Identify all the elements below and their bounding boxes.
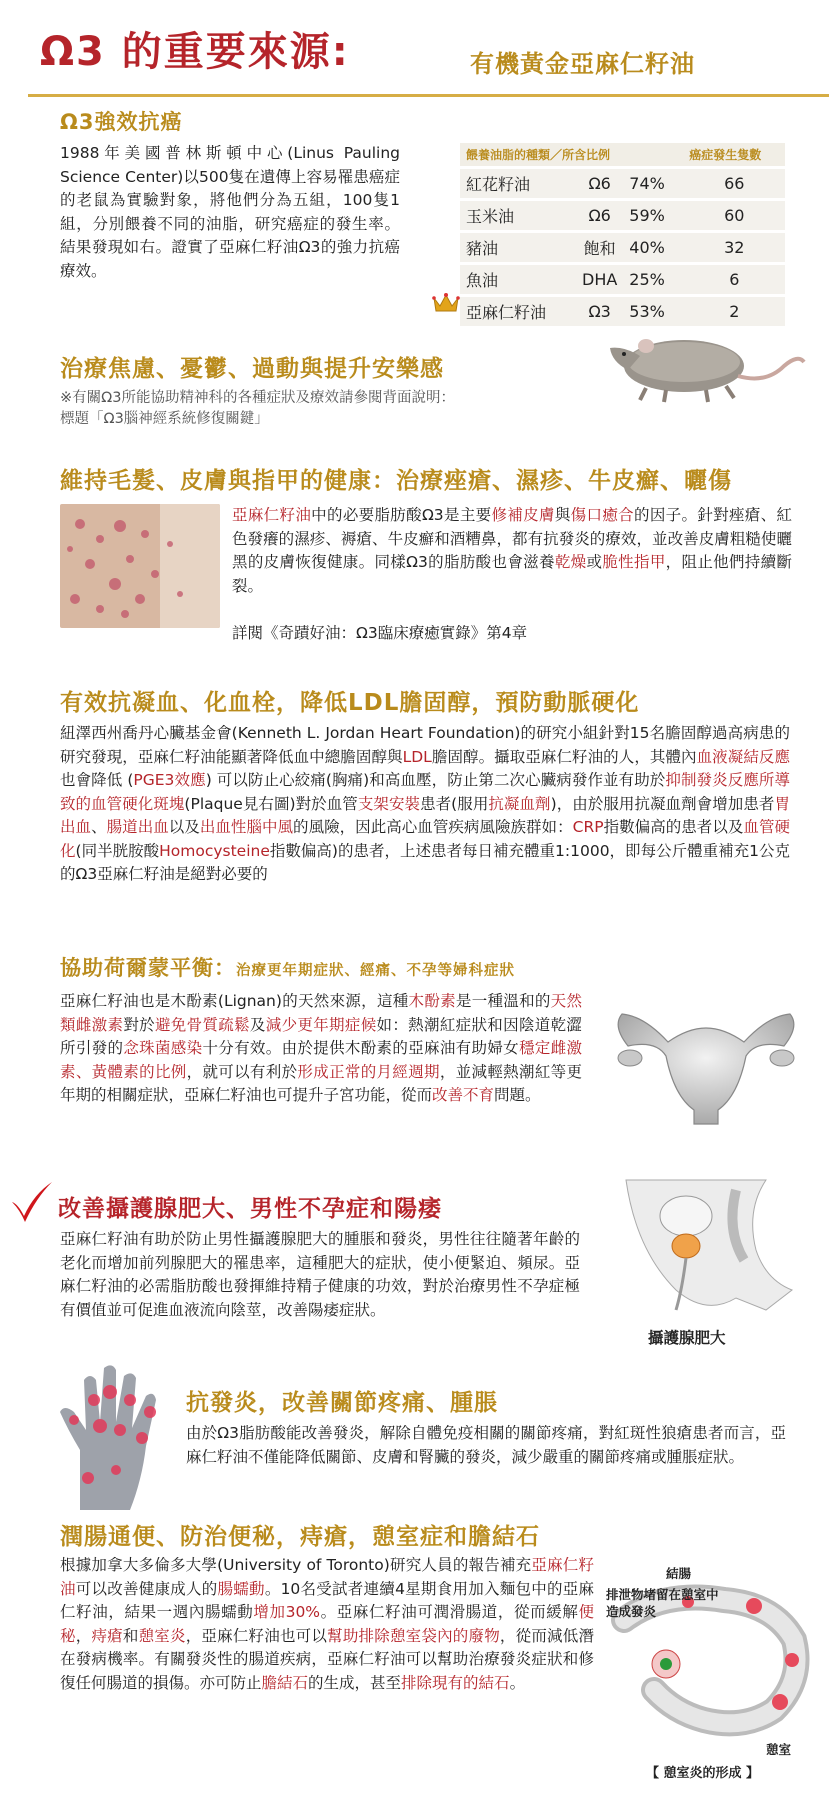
text-span: ，就可以有利於: [186, 1062, 298, 1081]
table-cell-count: 2: [683, 297, 785, 326]
highlight-candida: 念珠菌感染: [123, 1039, 203, 1057]
sec2-heading: 治療焦慮、憂鬱、過動與提升安樂感: [60, 356, 444, 382]
text-span: 患者(服用: [420, 794, 489, 813]
highlight-lignan: 木酚素: [408, 992, 456, 1010]
table-cell-pct: 74%: [623, 169, 683, 198]
text-span: (Plaque見右圖)對於血管: [184, 794, 358, 813]
sec3-reference: 詳閱《奇蹟好油：Ω3臨床療癒實錄》第4章: [232, 624, 528, 642]
table-row: [460, 201, 785, 230]
highlight-brittle-nails: 脆性指甲: [602, 553, 666, 571]
sec3-heading: 維持毛髮、皮膚與指甲的健康：治療痤瘡、濕疹、牛皮癬、曬傷: [60, 468, 732, 494]
table-cell-oil: 紅花籽油: [460, 169, 576, 198]
sec5-body: [60, 990, 582, 1108]
highlight-anticoagulant: 抗凝血劑: [488, 794, 551, 813]
text-span: 及: [249, 1015, 266, 1034]
text-span: 根據加拿大多倫多大學(University of Toronto)研究人員的報告補充: [60, 1556, 532, 1574]
highlight-flaxseed-oil: 亞麻仁籽油: [232, 506, 312, 524]
text-span: 十分有效。由於提供木酚素的亞麻油有助婦女: [202, 1039, 519, 1057]
text-span: 與: [554, 506, 571, 524]
highlight-dry: 乾燥: [554, 553, 587, 571]
highlight-ldl: LDL: [402, 747, 432, 766]
highlight-waste-removal: 幫助排除憩室袋內的廢物: [327, 1626, 500, 1645]
text-span: 也會降低 (: [60, 771, 134, 789]
highlight-arteriosclerosis: 血管硬化: [60, 818, 790, 860]
text-span: 。10名受試者連續4星期食用加入麵包中的亞麻仁籽油，結果一週內腸蠕動: [60, 1579, 594, 1621]
prostate-caption: 攝護腺肥大: [648, 1329, 726, 1347]
colon-label: 結腸: [666, 1566, 692, 1581]
highlight-intestinal-bleeding: 腸道出血: [106, 818, 169, 836]
text-span: ) 可以防止心絞痛(胸痛)和高血壓，防止第二次心臟病發作並有助於: [205, 771, 666, 789]
highlight-gallstones: 膽結石: [261, 1673, 309, 1692]
table-cell-type: 飽和: [576, 233, 623, 262]
sec6-heading: 改善攝護腺肥大、男性不孕症和陽痿: [58, 1196, 442, 1222]
text-span: 指數偏高)的患者，上述患者每日補充體重1:1000，即每公斤體重補充1公克的Ω3亞麻仁籽油是絕對必要的: [60, 841, 790, 883]
highlight-skin-repair: 修補皮膚: [491, 506, 555, 524]
sec5-heading-small: 治療更年期症狀、經痛、不孕等婦科症狀: [236, 963, 515, 979]
text-span: 的生成，甚至: [308, 1673, 402, 1692]
diverticulum-waste-label: 排泄物堵留在憩室中造成發炎: [606, 1587, 719, 1619]
table-cell-oil: 魚油: [460, 265, 576, 294]
table-cell-type: Ω6: [576, 169, 623, 198]
text-span: 是一種溫和的: [455, 992, 551, 1010]
skin-rash-photo: [60, 504, 220, 628]
text-span: 亞麻仁籽油也是木酚素(Lignan)的天然來源，這種: [60, 992, 409, 1010]
arthritis-hand-illustration: [50, 1360, 180, 1520]
highlight-stomach-bleeding: 胃出血: [60, 794, 790, 836]
highlight-blood-clotting: 血液凝結反應: [696, 747, 790, 766]
table-header-oil: 餵養油脂的種類／所含比例: [460, 143, 683, 166]
sec5-heading-main: 協助荷爾蒙平衡：: [60, 956, 236, 980]
table-cell-pct: 40%: [623, 233, 683, 262]
highlight-stroke: 出血性腦中風: [199, 818, 294, 836]
diverticulum-label: 憩室: [766, 1742, 792, 1757]
table-header-count: 癌症發生隻數: [683, 143, 785, 166]
highlight-remove-stones: 排除現有的結石: [401, 1673, 510, 1692]
sec2-note2: 標題「Ω3腦神經系統修復關鍵」: [60, 411, 269, 427]
text-span: 指數偏高的患者以及: [603, 818, 744, 836]
highlight-stent: 支架安裝: [357, 794, 421, 813]
highlight-hemorrhoids: 痔瘡: [91, 1626, 123, 1645]
highlight-diverticulitis: 憩室炎: [138, 1626, 186, 1645]
highlight-osteoporosis: 避免骨質疏鬆: [154, 1015, 250, 1034]
table-row: [460, 265, 785, 294]
cancer-table: [460, 140, 785, 329]
page-title: Ω3 的重要來源:: [40, 29, 350, 75]
text-span: ，從而減低潛在發病機率。有關發炎性的腸道疾病，亞麻仁籽油可以幫助治療發炎症狀和修復任何腸道的損傷。亦可防止: [60, 1626, 594, 1692]
table-cell-pct: 59%: [623, 201, 683, 230]
highlight-phytoestrogen: 天然類雌激素: [60, 992, 582, 1034]
table-cell-pct: 25%: [623, 265, 683, 294]
text-span: 、: [91, 818, 107, 836]
table-cell-oil: 亞麻仁籽油: [460, 297, 576, 326]
text-span: 以及: [168, 818, 200, 836]
highlight-hormone-ratio: 穩定雌激素、黃體素的比例: [60, 1039, 582, 1081]
sec4-heading: 有效抗凝血、化血栓，降低LDL膽固醇，預防動脈硬化: [60, 690, 640, 716]
text-span: 紐澤西州喬丹心臟基金會(Kenneth L. Jordan Heart Foundation)的研究小組針對15名膽固醇過高病患的研究發現，亞麻仁籽油能顯著降低血中總膽固醇與: [60, 724, 790, 766]
uterus-illustration: [608, 1006, 804, 1126]
table-cell-pct: 53%: [623, 297, 683, 326]
text-span: ，阻止他們持續斷裂。: [232, 553, 792, 595]
sec1-body: 1988年美國普林斯頓中心(Linus Pauling Science Center)以500隻在遺傳上容易罹患癌症的老鼠為實驗對象，將他們分為五組，100隻1組，分別餵養不同的油脂，研究癌症的發生率。結果發現如右。證實了亞麻仁籽油Ω3的強力抗癌療效。: [60, 144, 400, 280]
highlight-increase: 增加30%: [253, 1603, 321, 1621]
sec4-body: [60, 722, 790, 887]
text-span: 如：熱潮紅症狀和因陰道乾澀所引發的: [60, 1015, 582, 1057]
text-span: )，由於服用抗凝血劑會增加患者: [550, 794, 775, 813]
highlight-crp: CRP: [572, 818, 604, 836]
table-row: [460, 233, 785, 262]
text-span: 和: [122, 1626, 139, 1645]
prostate-illustration: [616, 1170, 802, 1318]
table-cell-oil: 豬油: [460, 233, 576, 262]
text-span: 中的必要脂肪酸Ω3是主要: [311, 506, 492, 524]
text-span: ，: [75, 1626, 92, 1645]
highlight-constipation: 便秘: [60, 1603, 594, 1645]
highlight-peristalsis: 腸蠕動: [217, 1579, 265, 1598]
title-divider: [28, 94, 829, 97]
sec7-heading: 抗發炎，改善關節疼痛、腫脹: [186, 1390, 498, 1416]
rat-icon: [606, 318, 806, 408]
sec8-heading: 潤腸通便、防治便秘，痔瘡，憩室症和膽結石: [60, 1524, 540, 1550]
highlight-infertility: 改善不育: [432, 1086, 495, 1104]
sec5-heading: [60, 952, 515, 982]
sec2-note1: ※有關Ω3所能協助精神科的各種症狀及療效請參閱背面說明：: [60, 390, 455, 406]
highlight-pge3: PGE3效應: [133, 771, 206, 789]
text-span: 的風險，因此高心血管疾病風險族群如：: [293, 818, 573, 836]
table-cell-count: 66: [683, 169, 785, 198]
text-span: 的因子。針對痤瘡、紅色發癢的濕疹、褥瘡、牛皮癬和酒糟鼻，都有抗發炎的療效，並改善皮膚粗糙使曬黑的皮膚恢復健康。同樣Ω3的脂肪酸也會滋養: [232, 506, 792, 571]
table-cell-count: 32: [683, 233, 785, 262]
crown-icon: [432, 292, 460, 314]
table-row: [460, 169, 785, 198]
text-span: 。: [509, 1673, 526, 1692]
table-cell-count: 60: [683, 201, 785, 230]
highlight-menopause: 減少更年期症候: [265, 1015, 377, 1034]
checkmark-icon: [8, 1180, 54, 1224]
text-span: 。亞麻仁籽油可潤滑腸道，從而緩解: [320, 1603, 579, 1621]
text-span: 可以改善健康成人的: [75, 1579, 218, 1598]
page-subtitle: 有機黃金亞麻仁籽油: [470, 50, 695, 78]
text-span: 問題。: [494, 1086, 541, 1104]
table-cell-count: 6: [683, 265, 785, 294]
sec7-body: 由於Ω3脂肪酸能改善發炎，解除自體免疫相關的關節疼痛，對紅斑性狼瘡患者而言，亞麻仁籽油不僅能降低關節、皮膚和腎臟的發炎，減少嚴重的關節疼痛或腫脹症狀。: [186, 1424, 786, 1466]
highlight-homocysteine: Homocysteine: [159, 841, 270, 860]
diverticulitis-caption: 【 憩室炎的形成 】: [646, 1766, 760, 1781]
sec3-body: [232, 504, 792, 598]
table-cell-type: DHA: [576, 265, 623, 294]
text-span: 或: [586, 553, 603, 571]
sec1-heading: Ω3強效抗癌: [60, 110, 183, 134]
text-span: 膽固醇。攝取亞麻仁籽油的人，其體內: [431, 747, 697, 766]
highlight-menstrual-cycle: 形成正常的月經週期: [297, 1062, 440, 1081]
sec8-body: [60, 1554, 594, 1695]
table-cell-type: Ω3: [576, 297, 623, 326]
table-cell-oil: 玉米油: [460, 201, 576, 230]
highlight-plaque: 抑制發炎反應所導致的血管硬化斑塊: [60, 771, 790, 813]
text-span: (同半胱胺酸: [75, 841, 160, 860]
highlight-wound-healing: 傷口癒合: [570, 506, 634, 524]
sec6-body: 亞麻仁籽油有助於防止男性攝護腺肥大的腫脹和發炎，男性往往隨著年齡的老化而增加前列腺肥大的罹患率，這種肥大的症狀，使小便緊迫、頻尿。亞麻仁籽油的必需脂肪酸也發揮維持精子健康的功效，對於治療男性不孕症極有價值並可促進血液流向陰莖，改善陽痿症狀。: [60, 1230, 580, 1319]
text-span: 對於: [123, 1015, 155, 1034]
highlight-flaxseed-oil: 亞麻仁籽油: [60, 1556, 594, 1598]
table-cell-type: Ω6: [576, 201, 623, 230]
text-span: ，亞麻仁籽油也可以: [185, 1626, 328, 1645]
text-span: ，並減輕熱潮紅等更年期的相關症狀，亞麻仁籽油也可提升子宮功能，從而: [60, 1062, 582, 1104]
